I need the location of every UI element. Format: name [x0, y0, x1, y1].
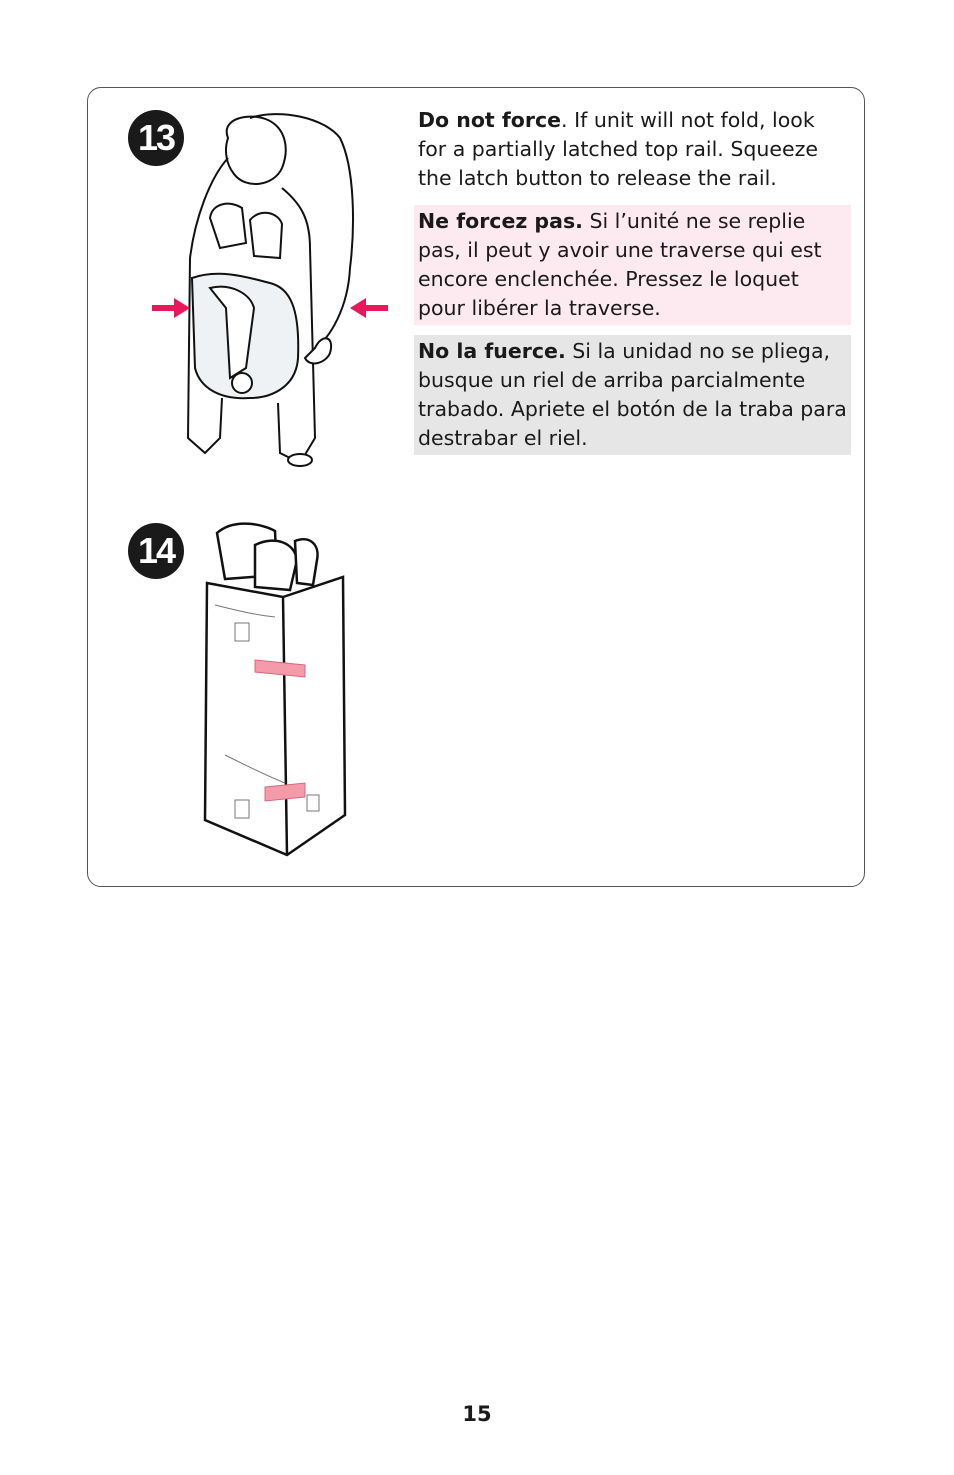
english-instruction — [414, 104, 851, 195]
spanish-lead: No la fuerce. — [418, 339, 566, 363]
english-body: . If unit will not fold, look for a partially latched top rail. Squeeze the latch button to release the rail. — [418, 108, 818, 190]
page-number: 15 — [462, 1402, 492, 1426]
step-14-badge: 14 — [128, 523, 184, 579]
fold-playard-illustration — [150, 108, 390, 478]
english-lead: Do not force — [418, 108, 562, 132]
french-body: Si l’unité ne se replie pas, il peut y avoir une traverse qui est encore enclenchée. Pressez le loquet pour libérer la traverse. — [418, 209, 822, 320]
step-13-badge: 13 — [128, 110, 184, 166]
spanish-instruction — [414, 335, 851, 455]
spanish-body: Si la unidad no se pliega, busque un riel de arriba parcialmente trabado. Apriete el botón de la traba para destrabar el riel. — [418, 339, 847, 450]
french-lead: Ne forcez pas. — [418, 209, 583, 233]
french-instruction — [414, 205, 851, 325]
folded-playard-illustration — [195, 515, 355, 865]
